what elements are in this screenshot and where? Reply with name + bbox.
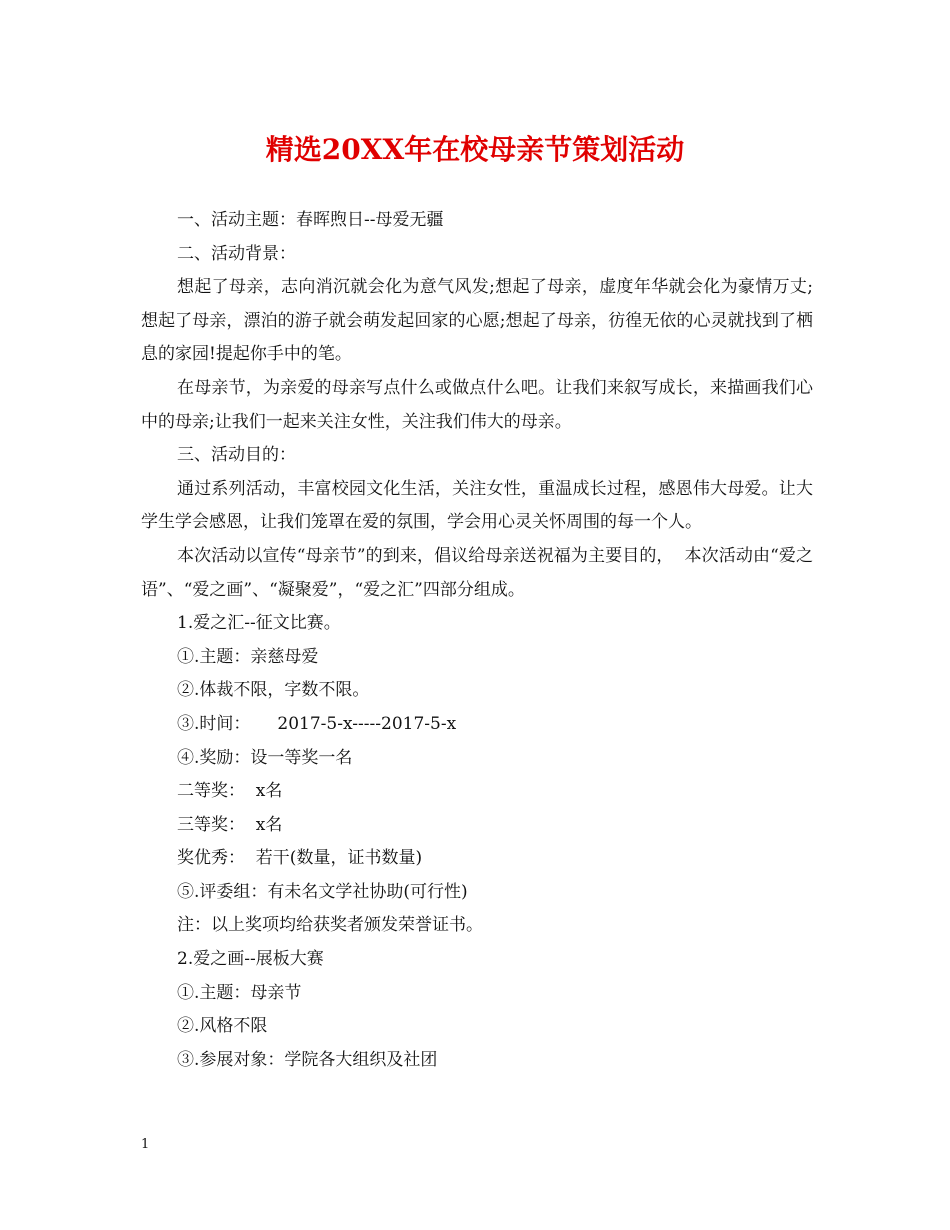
paragraph-background-text-2: 在母亲节，为亲爱的母亲写点什么或做点什么吧。让我们来叙写成长，来描画我们心中的母亲;让我们一起来关注女性，关注我们伟大的母亲。 — [141, 377, 813, 432]
paragraph-board-participants: ③.参展对象：学院各大组织及社团 — [177, 1049, 438, 1070]
paragraph-purpose-heading: 三、活动目的： — [177, 445, 296, 466]
paragraph-background-heading: 二、活动背景： — [177, 243, 296, 264]
paragraph-purpose-text-2: 本次活动以宣传“母亲节”的到来，倡议给母亲送祝福为主要目的， 本次活动由“爱之语”、“爱之画”、“凝聚爱”，“爱之汇”四部分组成。 — [141, 545, 813, 600]
paragraph-purpose-text-1: 通过系列活动，丰富校园文化生活，关注女性，重温成长过程，感恩伟大母爱。让大学生学会感恩，让我们笼罩在爱的氛围，学会用心灵关怀周围的每一个人。 — [141, 478, 813, 533]
page-number: 1 — [141, 1137, 150, 1152]
paragraph-second-prize: 二等奖： x名 — [177, 781, 283, 802]
document-body — [141, 204, 813, 1077]
paragraph-excellent-prize: 奖优秀： 若干(数量，证书数量) — [177, 848, 423, 869]
paragraph-third-prize: 三等奖： x名 — [177, 814, 283, 835]
paragraph-background-text-1: 想起了母亲，志向消沉就会化为意气风发;想起了母亲，虚度年华就会化为豪情万丈;想起了母亲，漂泊的游子就会萌发起回家的心愿;想起了母亲，彷徨无依的心灵就找到了栖息的家园!提起你手中的笔。 — [141, 277, 813, 365]
paragraph-board-contest: 2.爱之画--展板大赛 — [177, 949, 324, 970]
document-title: 精选20XX年在校母亲节策划活动 — [265, 133, 685, 166]
paragraph-essay-theme: ①.主题：亲慈母爱 — [177, 646, 319, 667]
paragraph-board-style: ②.风格不限 — [177, 1016, 268, 1037]
paragraph-essay-contest: 1.爱之汇--征文比赛。 — [177, 613, 341, 634]
paragraph-theme: 一、活动主题：春晖煦日--母爱无疆 — [177, 210, 444, 230]
paragraph-board-theme: ①.主题：母亲节 — [177, 982, 302, 1003]
paragraph-essay-style: ②.体裁不限，字数不限。 — [177, 680, 370, 701]
paragraph-essay-time: ③.时间： 2017-5-x-----2017-5-x — [177, 713, 457, 734]
paragraph-essay-reward: ④.奖励：设一等奖一名 — [177, 747, 353, 768]
paragraph-note: 注：以上奖项均给获奖者颁发荣誉证书。 — [177, 915, 483, 936]
paragraph-judges: ⑤.评委组：有未名文学社协助(可行性) — [177, 881, 468, 902]
